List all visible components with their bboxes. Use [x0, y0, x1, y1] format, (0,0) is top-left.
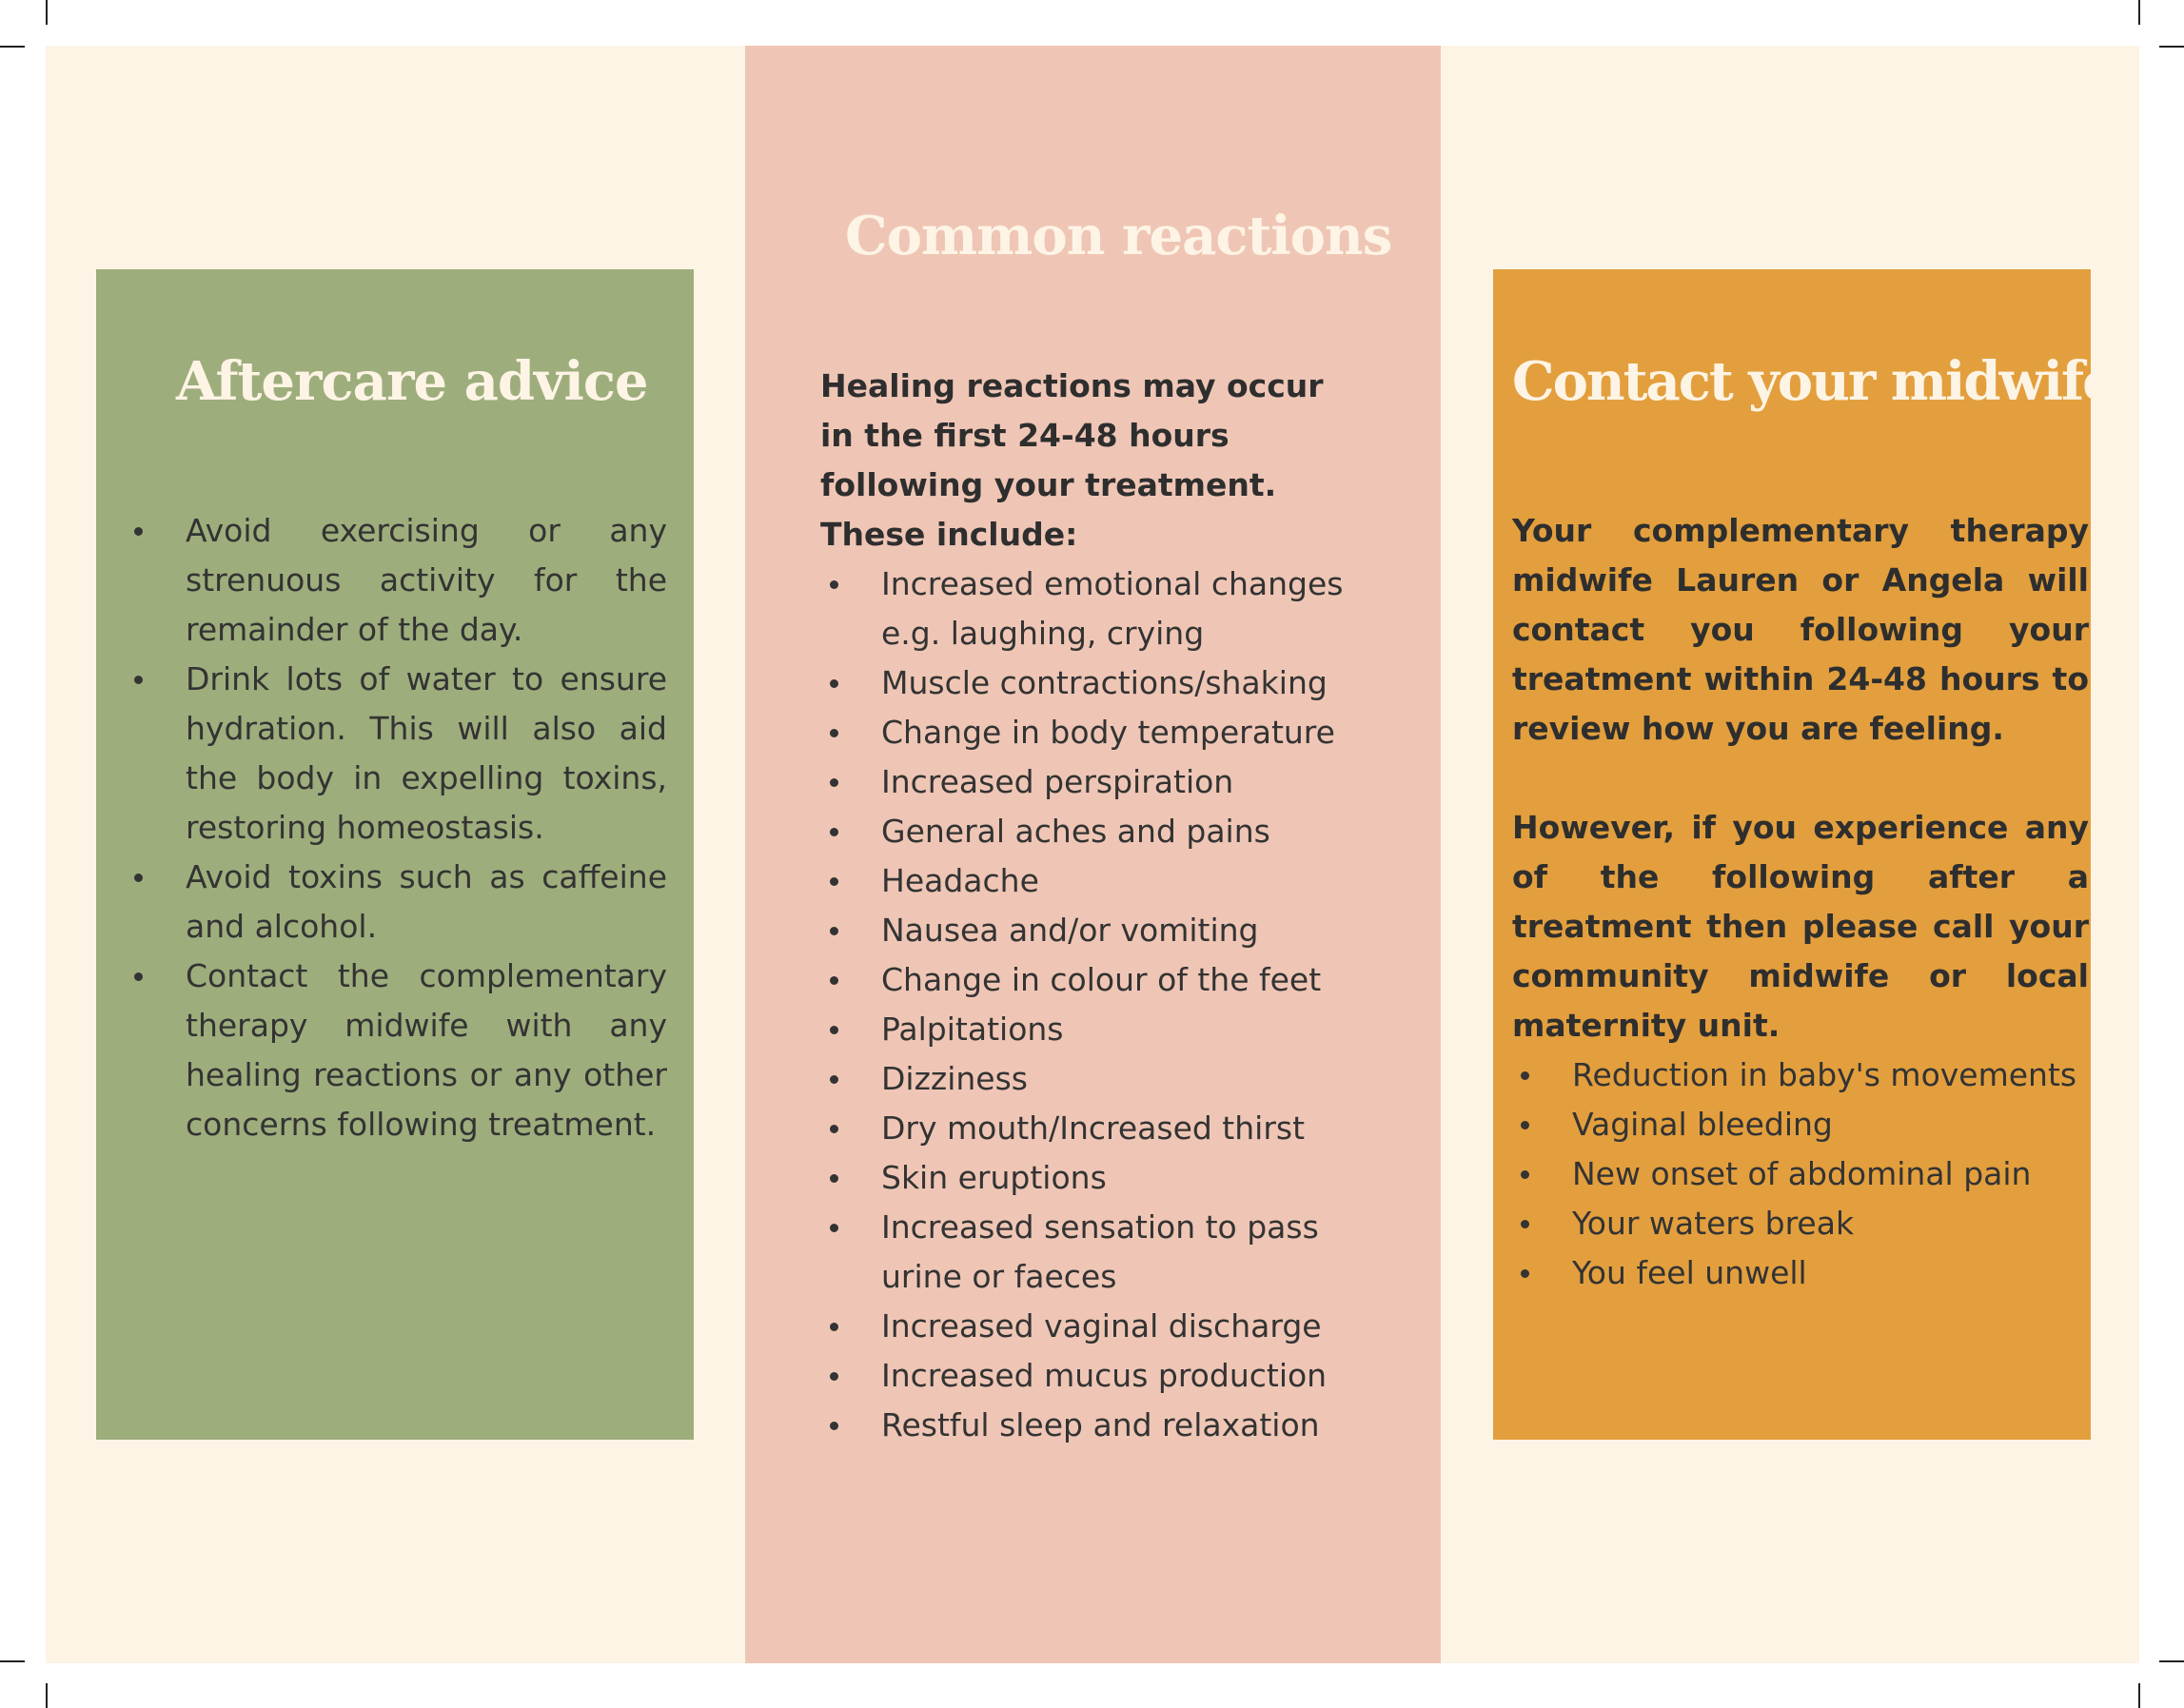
list-item: Increased mucus production: [820, 1351, 1353, 1401]
crop-mark: [2159, 46, 2184, 48]
crop-mark: [0, 1660, 25, 1662]
reactions-list: [820, 560, 1353, 1450]
list-item: Headache: [820, 856, 1353, 906]
list-item: Increased emotional changes e.g. laughing, crying: [820, 560, 1353, 658]
list-item: General aches and pains: [820, 807, 1353, 856]
list-item: Avoid exercising or any strenuous activity for the remainder of the day.: [125, 506, 667, 655]
list-item: You feel unwell: [1511, 1248, 2082, 1298]
list-item: Reduction in baby's movements: [1511, 1050, 2082, 1100]
list-item: Skin eruptions: [820, 1153, 1353, 1203]
reactions-intro: Healing reactions may occur in the first 24-48 hours following your treatment. These include:: [820, 367, 1324, 553]
crop-mark: [2138, 1683, 2140, 1708]
crop-mark: [2159, 1660, 2184, 1662]
reactions-title: Common reactions: [845, 205, 1392, 267]
list-item: Palpitations: [820, 1005, 1353, 1054]
list-item: Drink lots of water to ensure hydration. This will also aid the body in expelling toxins, restoring homeostasis.: [125, 655, 667, 853]
contact-title: Contact your midwife: [1512, 350, 2115, 413]
crop-mark: [46, 1683, 48, 1708]
list-item: Increased vaginal discharge: [820, 1302, 1353, 1351]
list-item: Dry mouth/Increased thirst: [820, 1104, 1353, 1153]
list-item: Your waters break: [1511, 1199, 2082, 1248]
crop-mark: [2138, 0, 2140, 25]
aftercare-list: [125, 506, 667, 1149]
list-item: Dizziness: [820, 1054, 1353, 1104]
list-item: Change in colour of the feet: [820, 955, 1353, 1005]
list-item: New onset of abdominal pain: [1511, 1149, 2082, 1199]
list-item: Restful sleep and relaxation: [820, 1401, 1353, 1450]
list-item: Nausea and/or vomiting: [820, 906, 1353, 955]
list-item: Increased perspiration: [820, 757, 1353, 807]
list-item: Contact the complementary therapy midwife with any healing reactions or any other concerns following treatment.: [125, 952, 667, 1149]
list-item: Change in body temperature: [820, 708, 1353, 757]
contact-paragraph: Your complementary therapy midwife Lauren or Angela will contact you following your treatment within 24-48 hours to review how you are feeling.: [1512, 512, 2089, 747]
contact-warning-list: [1511, 1050, 2082, 1298]
crop-mark: [0, 46, 25, 48]
list-item: Muscle contractions/shaking: [820, 658, 1353, 708]
aftercare-title: Aftercare advice: [176, 350, 648, 413]
contact-warning-paragraph: However, if you experience any of the following after a treatment then please call your community midwife or local maternity unit.: [1512, 809, 2089, 1044]
list-item: Avoid toxins such as caffeine and alcohol.: [125, 853, 667, 952]
list-item: Vaginal bleeding: [1511, 1100, 2082, 1149]
crop-mark: [46, 0, 48, 25]
list-item: Increased sensation to pass urine or faeces: [820, 1203, 1353, 1302]
